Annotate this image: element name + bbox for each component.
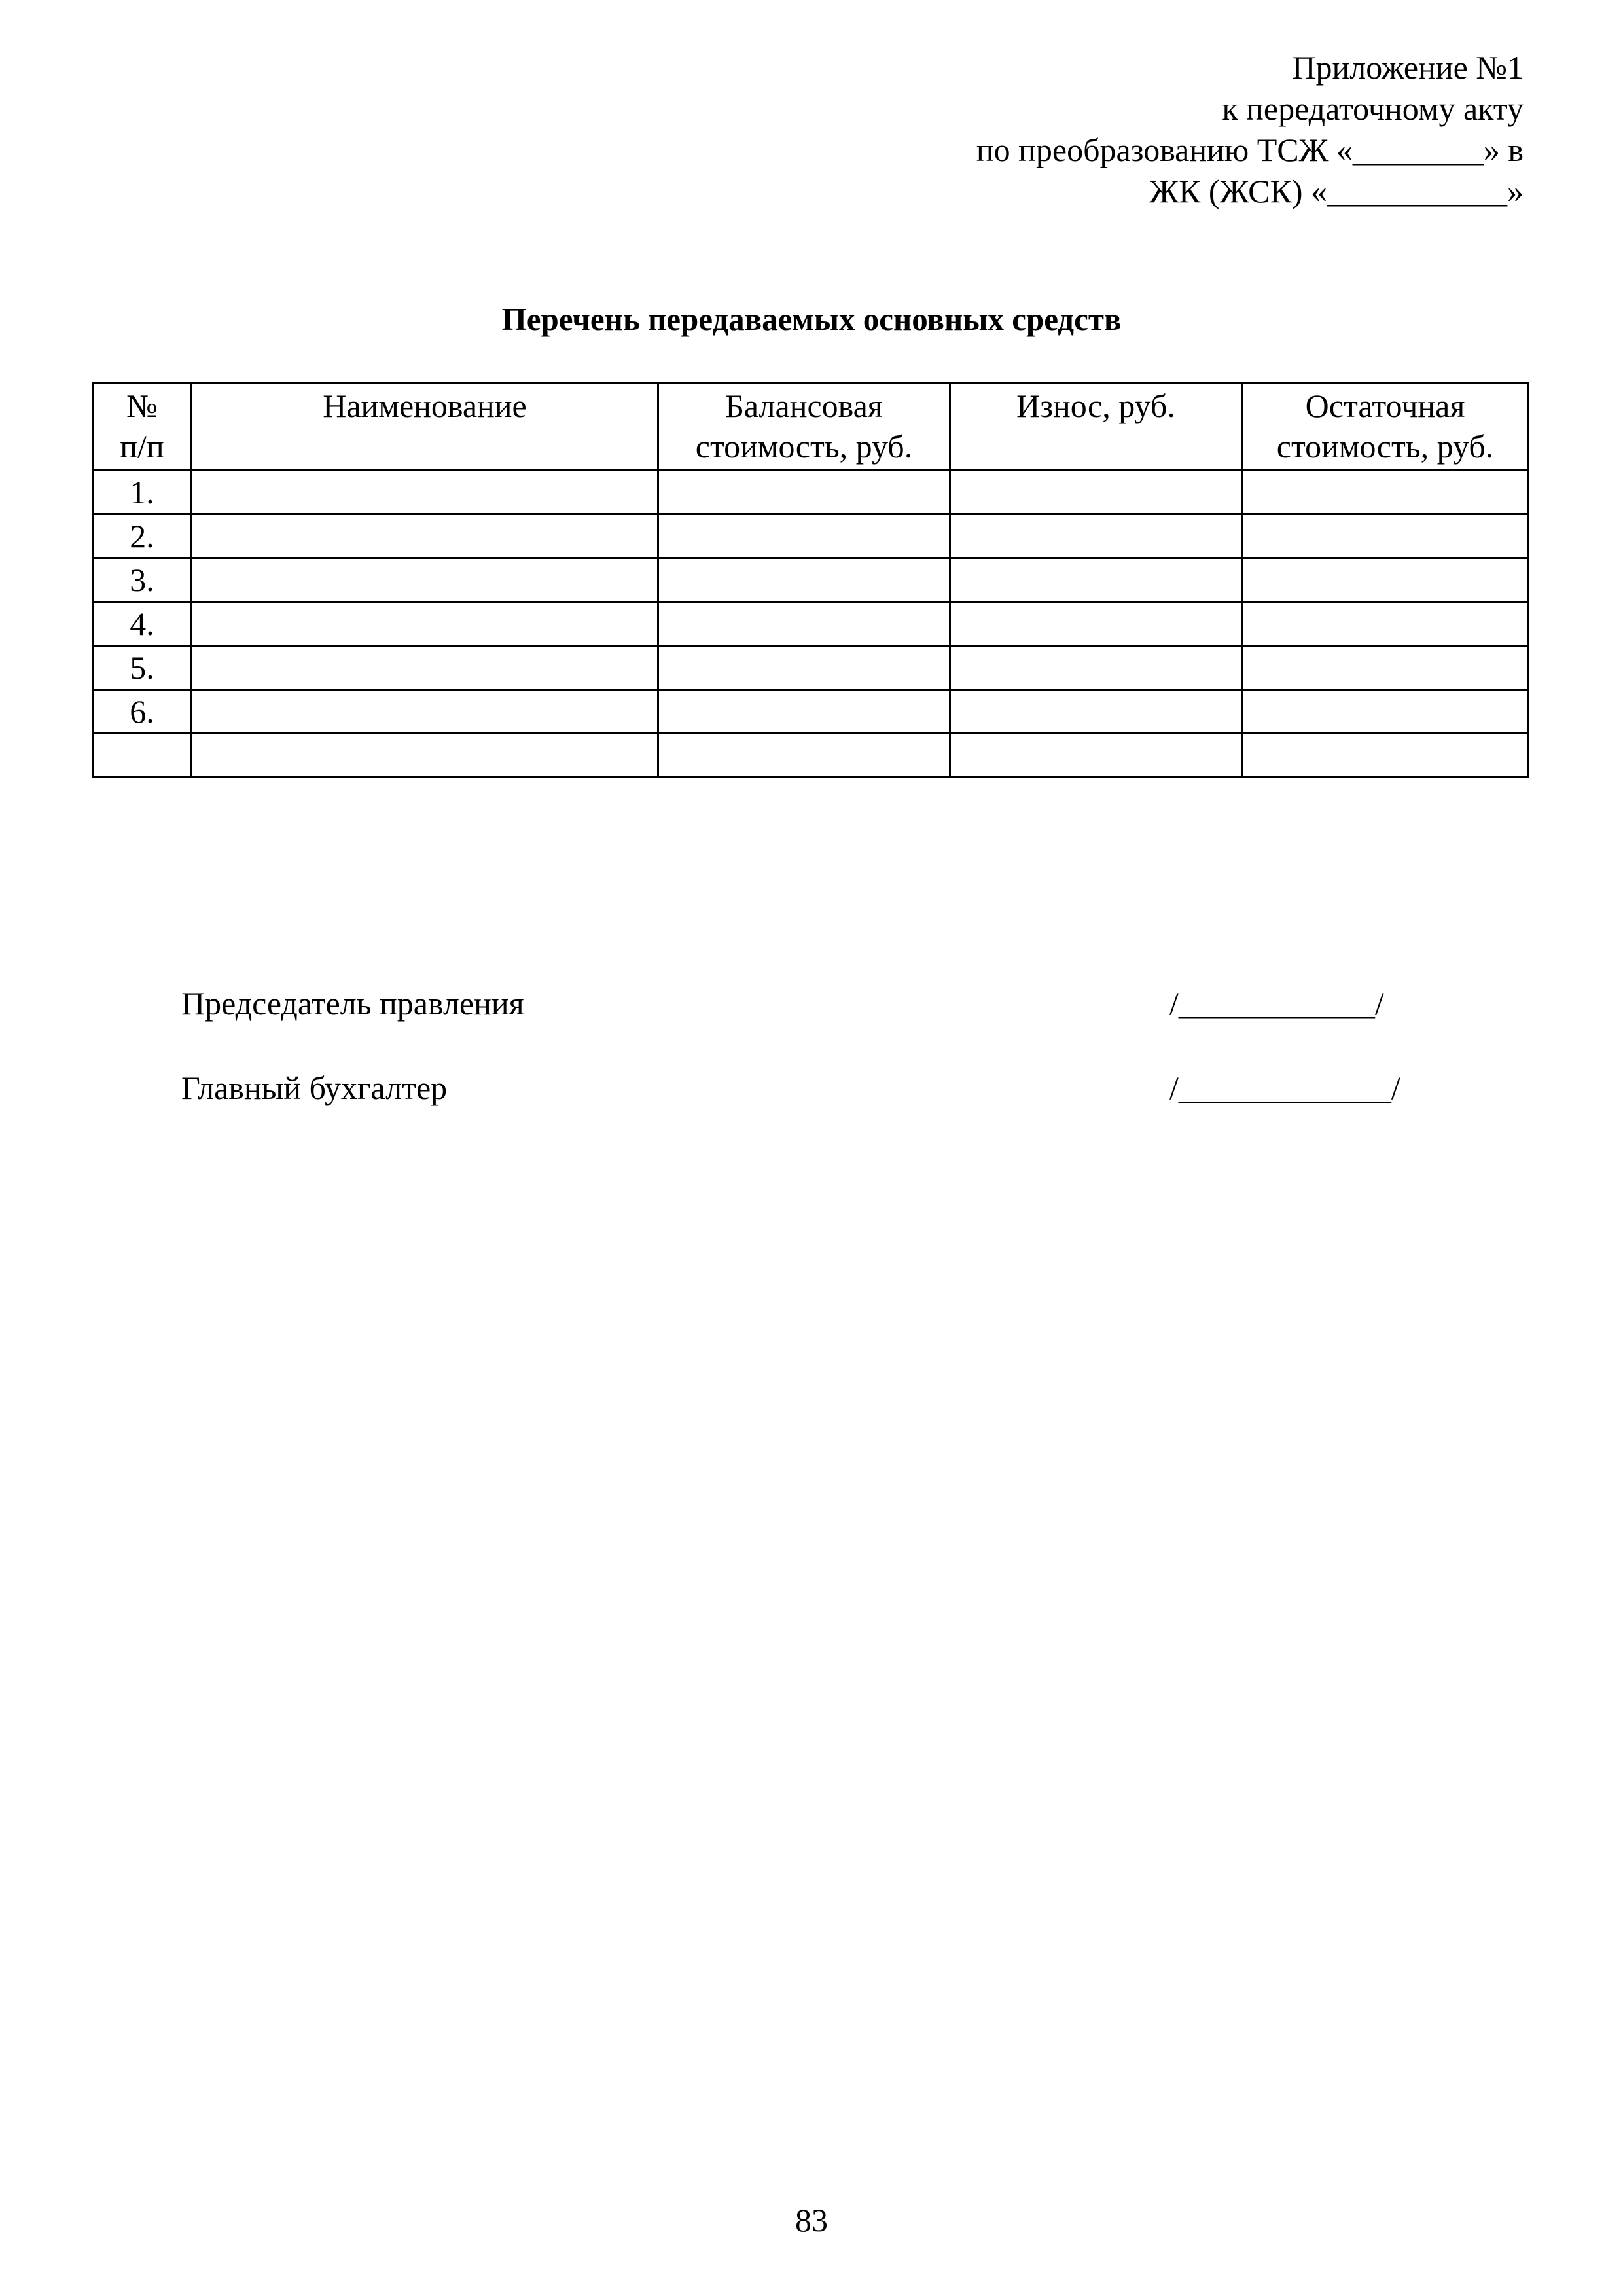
- cell-name: [192, 514, 658, 558]
- table-row: [93, 690, 1529, 734]
- annex-line-4: ЖК (ЖСК) «___________»: [1149, 173, 1524, 209]
- header-residual-line2: стоимость, руб.: [1276, 428, 1494, 465]
- cell-number: [93, 734, 192, 777]
- cell-balance: [658, 602, 950, 646]
- cell-wear: [950, 734, 1242, 777]
- cell-residual: [1242, 514, 1529, 558]
- cell-name: [192, 734, 658, 777]
- table-row: [93, 514, 1529, 558]
- document-title: Перечень передаваемых основных средств: [501, 301, 1122, 337]
- cell-balance: [658, 646, 950, 690]
- accountant-label: Главный бухгалтер: [181, 1069, 448, 1106]
- cell-wear: [950, 646, 1242, 690]
- cell-wear: [950, 690, 1242, 734]
- header-balance-line2: стоимость, руб.: [695, 428, 913, 465]
- header-balance-value: [658, 384, 950, 471]
- cell-wear: [950, 558, 1242, 602]
- cell-balance: [658, 734, 950, 777]
- cell-number: 5.: [93, 646, 192, 690]
- assets-table: [92, 382, 1529, 778]
- cell-name: [192, 602, 658, 646]
- cell-number: 1.: [93, 471, 192, 514]
- cell-wear: [950, 471, 1242, 514]
- table-row: [93, 602, 1529, 646]
- annex-line-2: к передаточному акту: [1222, 90, 1524, 127]
- table-row: [93, 646, 1529, 690]
- header-number-line2: п/п: [120, 428, 164, 465]
- cell-residual: [1242, 602, 1529, 646]
- cell-name: [192, 558, 658, 602]
- header-wear: [950, 384, 1242, 471]
- table-header-row: [93, 384, 1529, 471]
- header-wear-line1: Износ, руб.: [1016, 387, 1175, 424]
- annex-line-1: Приложение №1: [1292, 49, 1524, 86]
- header-number: [93, 384, 192, 471]
- cell-name: [192, 690, 658, 734]
- cell-balance: [658, 558, 950, 602]
- cell-residual: [1242, 558, 1529, 602]
- cell-number: 3.: [93, 558, 192, 602]
- cell-balance: [658, 690, 950, 734]
- cell-wear: [950, 602, 1242, 646]
- table-row: [93, 734, 1529, 777]
- header-name: [192, 384, 658, 471]
- table-row: [93, 558, 1529, 602]
- header-balance-line1: Балансовая: [725, 387, 883, 424]
- accountant-signature-line: /_____________/: [1169, 1069, 1400, 1106]
- cell-residual: [1242, 690, 1529, 734]
- cell-number: 6.: [93, 690, 192, 734]
- cell-residual: [1242, 734, 1529, 777]
- cell-residual: [1242, 646, 1529, 690]
- page-number: 83: [795, 2202, 828, 2238]
- chairman-label: Председатель правления: [181, 985, 524, 1022]
- header-number-line1: №: [126, 387, 158, 424]
- header-residual-value: [1242, 384, 1529, 471]
- cell-name: [192, 646, 658, 690]
- cell-balance: [658, 514, 950, 558]
- table-row: [93, 471, 1529, 514]
- header-name-line1: Наименование: [323, 387, 527, 424]
- chairman-signature-line: /____________/: [1169, 985, 1384, 1022]
- annex-header: [976, 47, 1524, 212]
- header-residual-line1: Остаточная: [1305, 387, 1465, 424]
- cell-balance: [658, 471, 950, 514]
- cell-number: 4.: [93, 602, 192, 646]
- cell-name: [192, 471, 658, 514]
- annex-line-3: по преобразованию ТСЖ «________» в: [976, 132, 1524, 168]
- cell-wear: [950, 514, 1242, 558]
- cell-number: 2.: [93, 514, 192, 558]
- cell-residual: [1242, 471, 1529, 514]
